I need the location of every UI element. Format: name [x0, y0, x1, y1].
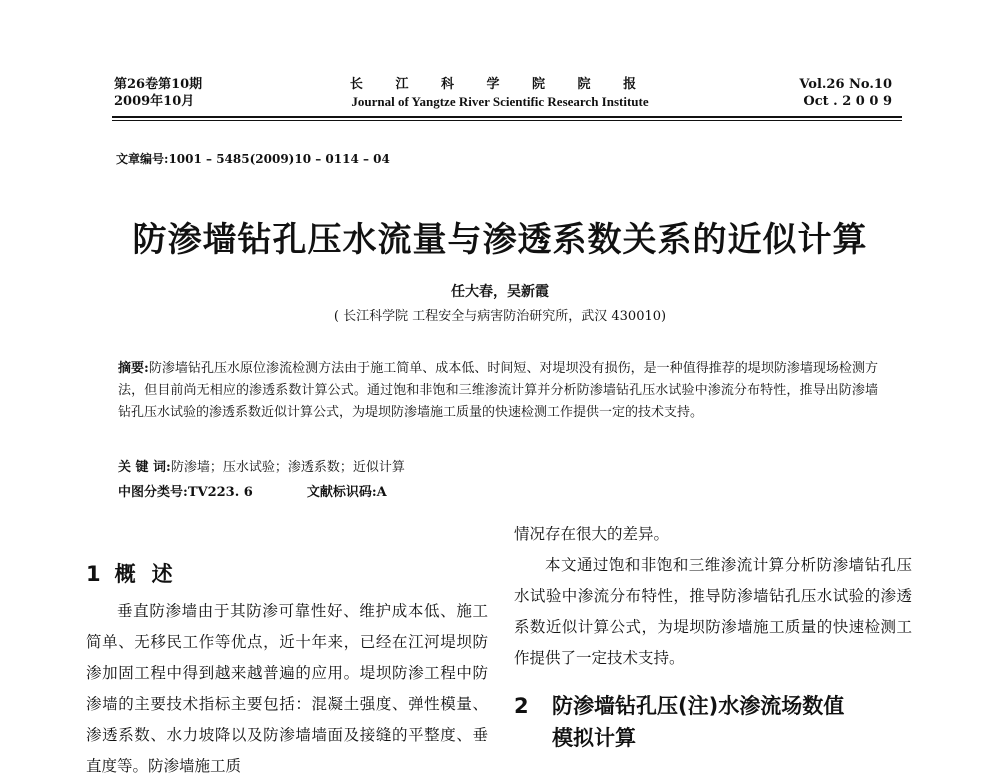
article-id-label: 文章编号: [116, 152, 169, 166]
header-rule-thick [112, 116, 902, 118]
continuation-text: 情况存在很大的差异。 [514, 525, 670, 543]
volume-issue-cn: 第26卷第10期 [114, 77, 203, 92]
section-1-number: 1 [86, 562, 101, 586]
journal-name-en: Journal of Yangtze River Scientific Research Institute [351, 94, 649, 109]
volume-issue-en: Vol.26 No.10 [799, 77, 892, 92]
abstract [118, 358, 878, 424]
keywords [118, 456, 405, 475]
header-right [799, 76, 892, 110]
section-2-title-line2: 模拟计算 [552, 726, 636, 750]
section-2-title-line1: 防渗墙钻孔压(注)水渗流场数值 [552, 694, 845, 718]
section-1-paragraph: 垂直防渗墙由于其防渗可靠性好、维护成本低、施工简单、无移民工作等优点，近十年来，已经在江河堤坝防渗加固工程中得到越来越普遍的应用。堤坝防渗工程中防渗墙的主要技术指标主要包括：混凝土强度、弹性模量、渗透系数、水力坡降以及防渗墙墙面及接缝的平整度、垂直度等。防渗墙施工质 [86, 602, 488, 775]
paper-title: 防渗墙钻孔压水流量与渗透系数关系的近似计算 [132, 220, 868, 260]
header-rule-thin [112, 120, 902, 121]
section-2-heading [514, 690, 914, 754]
article-id-value: 1001 – 5485(2009)10 – 0114 – 04 [168, 152, 390, 166]
doc-code-label: 文献标识码: [306, 485, 377, 500]
intro-paragraph: 本文通过饱和非饱和三维渗流计算分析防渗墙钻孔压水试验中渗流分布特性，推导防渗墙钻孔压水试验的渗透系数近似计算公式，为堤坝防渗墙施工质量的快速检测工作提供了一定技术支持。 [514, 556, 912, 667]
left-column [86, 596, 488, 782]
section-1-heading [86, 558, 189, 588]
journal-name-cn: 长 江 科 学 院 院 报 [349, 77, 651, 92]
classification-label: 中图分类号: [118, 485, 188, 500]
abstract-label: 摘要: [118, 361, 149, 376]
header-center [300, 76, 700, 110]
section-1-title: 概述 [114, 562, 189, 586]
classification [118, 481, 387, 500]
keywords-text: 防渗墙；压水试验；渗透系数；近似计算 [170, 460, 405, 475]
authors: 任大春，吴新霞 [451, 284, 549, 300]
right-column [514, 519, 912, 674]
classification-value: TV223. 6 [187, 485, 253, 500]
abstract-text: 防渗墙钻孔压水原位渗流检测方法由于施工简单、成本低、时间短、对堤坝没有损伤，是一种值得推荐的堤坝防渗墙现场检测方法，但目前尚无相应的渗透系数计算公式。通过饱和非饱和三维渗流计算并分析防渗墙钻孔压水试验中渗流分布特性，推导出防渗墙钻孔压水试验的渗透系数近似计算公式，为堤坝防渗墙施工质量的快速检测工作提供一定的技术支持。 [118, 361, 878, 420]
affiliation: ( 长江科学院 工程安全与病害防治研究所，武汉 430010) [333, 309, 667, 324]
section-2-number: 2 [514, 694, 529, 718]
date-en: Oct . 2 0 0 9 [803, 94, 892, 109]
doc-code-value: A [376, 485, 387, 500]
keywords-label: 关 键 词: [118, 460, 171, 475]
header-left [114, 76, 202, 110]
article-id [116, 150, 390, 167]
date-cn: 2009年10月 [114, 94, 195, 109]
